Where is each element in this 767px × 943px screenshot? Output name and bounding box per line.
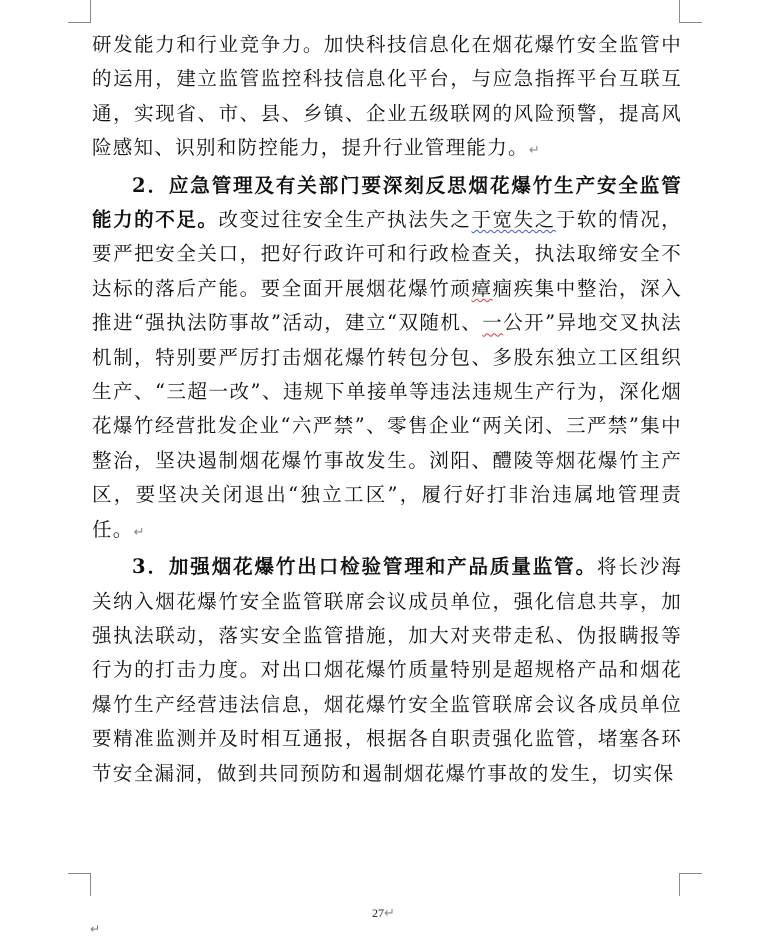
- paragraph-2-text-b: 于软的情况，要严把安全关口，把好行政许可和行政检查关，执法取缔安全不达标的落后产能。要全面开展烟花爆竹顽: [92, 208, 682, 300]
- page-number-value: 27: [372, 906, 385, 920]
- paragraph-3: [92, 550, 682, 791]
- margin-corner-bottom-left: [68, 873, 91, 896]
- paragraph-mark: ↵: [384, 906, 395, 921]
- paragraph-2-text-c: 痼疾集中整治，深入推进“强执法防事故”活动，建立“双随机、: [92, 276, 682, 335]
- margin-corner-top-right: [679, 0, 702, 23]
- margin-corner-top-left: [68, 0, 91, 23]
- page-number: [0, 906, 767, 921]
- paragraph-2-text-d: 公开”异地交叉执法机制，特别要严厉打击烟花爆竹转包分包、多股东独立工区组织生产、“三超一改”、违规下单接单等违法违规生产行为，深化烟花爆竹经营批发企业“六严禁”、零售企业“两关闭、三严禁”集中整治，坚决遏制烟花爆竹事故发生。浏阳、醴陵等烟花爆竹主产区，要坚决关闭退出“独立工区”，履行好打非治违属地管理责任。: [92, 311, 682, 541]
- spelling-flag-1: 瘴: [471, 276, 493, 300]
- paragraph-2-heading: 2．应急管理及有关部门要深刻反思烟花爆竹生产安全监管能力的不足。: [92, 173, 682, 232]
- margin-corner-bottom-right: [679, 873, 702, 896]
- spelling-flag-2: 一: [482, 311, 504, 335]
- paragraph-3-heading: 3．加强烟花爆竹出口检验管理和产品质量监管。: [132, 555, 597, 579]
- paragraph-1: [92, 28, 682, 169]
- document-body[interactable]: [92, 28, 682, 791]
- paragraph-2: [92, 169, 682, 550]
- paragraph-mark: ↵: [133, 524, 146, 540]
- paragraph-3-text: 将长沙海关纳入烟花爆竹安全监管联席会议成员单位，强化信息共享，加强执法联动，落实安全监管措施，加大对夹带走私、伪报瞒报等行为的打击力度。对出口烟花爆竹质量特别是超规格产品和烟花爆竹生产经营违法信息，烟花爆竹安全监管联席会议各成员单位要精准监测并及时相互通报，根据各自职责强化监管，堵塞各环节安全漏洞，做到共同预防和遏制烟花爆竹事故的发生，切实保: [92, 555, 682, 785]
- paragraph-1-text: 研发能力和行业竞争力。加快科技信息化在烟花爆竹安全监管中的运用，建立监管监控科技信息化平台，与应急指挥平台互联互通，实现省、市、县、乡镇、企业五级联网的风险预警，提高风险感知、识别和防控能力，提升行业管理能力。: [92, 33, 682, 160]
- end-paragraph-mark: ↵: [90, 922, 101, 936]
- grammar-flag-1: 于宽失之: [471, 208, 556, 232]
- paragraph-mark: ↵: [528, 143, 542, 159]
- paragraph-2-text-a: 改变过往安全生产执法失之: [218, 208, 472, 232]
